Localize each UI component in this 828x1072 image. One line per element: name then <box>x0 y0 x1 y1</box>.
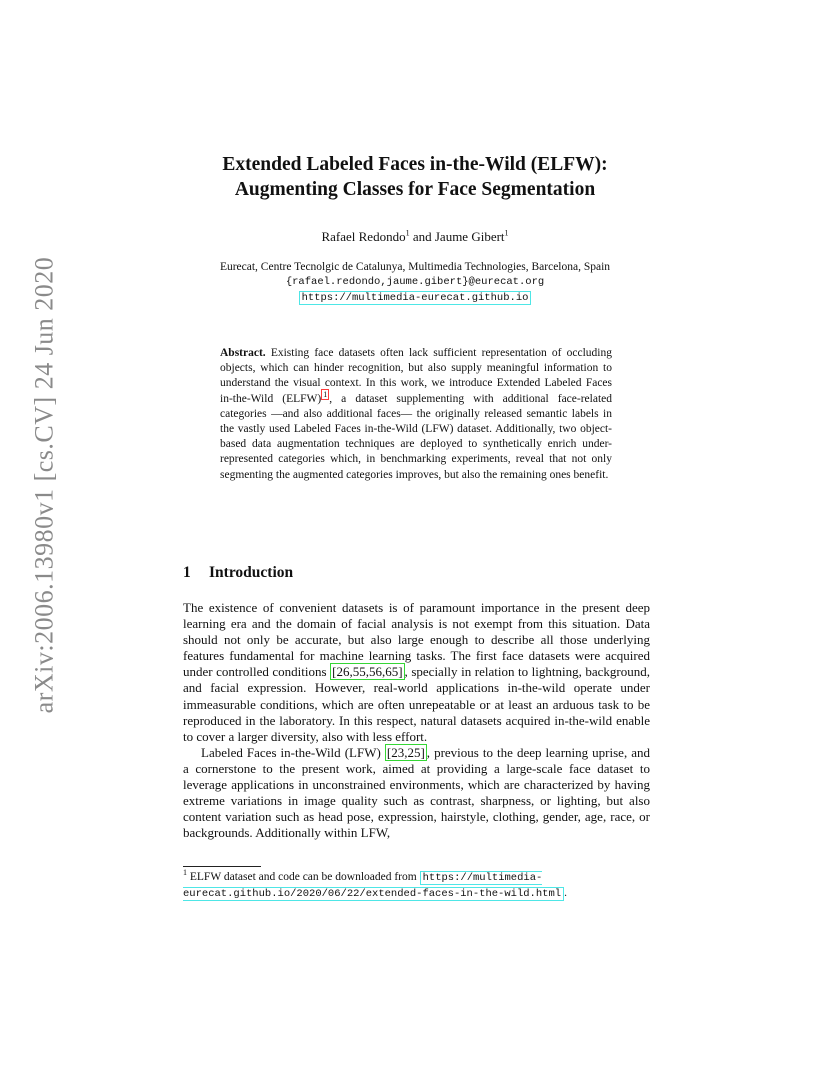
paragraph <box>183 745 650 842</box>
abstract <box>220 346 612 483</box>
abstract-text: Existing face datasets often lack sufficient representation of occluding objects, which can hinder recognition, but also supply meaningful information to understand the visual context. In this work, we introduce Extended Labeled Faces in-the-Wild (ELFW) <box>220 347 612 405</box>
title-line-1: Extended Labeled Faces in-the-Wild (ELFW): <box>222 154 608 175</box>
arxiv-identifier-stamp <box>24 256 64 714</box>
homepage-link[interactable]: https://multimedia-eurecat.github.io <box>299 291 532 305</box>
paragraph-text: The existence of convenient datasets is of paramount importance in the present deep learning era and the domain of facial analysis is not exempt from this situation. Data should not only be accurate, but also large enough to describe all those underlying features fundamental for machine learning tasks. The first face datasets were acquired under controlled conditions <box>183 600 650 680</box>
section-title: Introduction <box>209 564 294 581</box>
abstract-text: , a dataset supplementing with additional face-related categories —and also additional faces— the originally released semantic labels in the vastly used Labeled Faces in-the-Wild (LFW) dataset. Additionally, two object-based data augmentation techniques are deployed to synthetically enrich under-represented categories which, in benchmarking experiments, reveal that not only segmenting the augmented categories improves, but also the remaining ones benefit. <box>220 392 612 481</box>
section-heading <box>183 564 293 582</box>
paragraph <box>183 600 650 745</box>
affiliation-block <box>150 260 680 306</box>
section-number: 1 <box>183 564 191 581</box>
author-conjunction: and <box>409 229 435 244</box>
footnote <box>183 870 650 902</box>
paragraph-text: Labeled Faces in-the-Wild (LFW) <box>201 744 385 760</box>
body-text <box>183 600 650 841</box>
footnote-text: ELFW dataset and code can be downloaded from <box>187 871 420 883</box>
paragraph-text: , previous to the deep learning uprise, and a cornerstone to the present work, aimed at providing a large-scale face dataset to leverage applications in unconstrained environments, which are characterized by having extreme variations in image quality such as contrast, sharpness, or lighting, but also content variation such as head pose, expression, hairstyle, clothing, gender, age, race, or backgrounds. Additionally within LFW, <box>183 744 651 841</box>
affiliation-mark: 1 <box>405 228 410 238</box>
institution: Eurecat, Centre Tecnolgic de Catalunya, Multimedia Technologies, Barcelona, Spain <box>219 261 611 273</box>
citation-link[interactable]: 26 <box>336 664 350 680</box>
citation-link[interactable]: 23 <box>391 744 405 760</box>
author-name: Rafael Redondo <box>321 229 406 244</box>
author-list <box>150 229 680 245</box>
footnote-end: . <box>564 887 567 899</box>
citation-link[interactable]: 56 <box>368 664 382 680</box>
dataset-download-link[interactable]: https://multimedia-eurecat.github.io/2020/06/22/extended-faces-in-the-wild.html <box>183 871 564 901</box>
title-line-2: Augmenting Classes for Face Segmentation <box>234 179 596 200</box>
paper-title <box>150 152 680 202</box>
citation-link[interactable]: 55 <box>352 664 366 680</box>
citation-group: [23,25] <box>386 744 425 760</box>
footnote-mark: 1 <box>183 868 187 878</box>
citation-link[interactable]: 65 <box>385 664 399 680</box>
author-emails: {rafael.redondo,jaume.gibert}@eurecat.org <box>285 276 545 288</box>
abstract-label: Abstract. <box>220 347 266 359</box>
footnote-ref-link[interactable]: 1 <box>323 389 328 399</box>
citation-group: [26,55,56,65] <box>332 664 403 680</box>
affiliation-mark: 1 <box>504 228 509 238</box>
footnote-rule <box>183 866 261 867</box>
arxiv-identifier-text: arXiv:2006.13980v1 [cs.CV] 24 Jun 2020 <box>29 256 59 714</box>
citation-link[interactable]: 25 <box>407 744 421 760</box>
author-name: Jaume Gibert <box>434 229 505 244</box>
paragraph-text: , specially in relation to lightning, background, and facial expression. However, real-world applications in-the-wild operate under immeasurable conditions, which are often unrepeatable or at least an arduous task to be reproduced in the laboratory. In this respect, natural datasets acquired in-the-wild enable to cover a larger diversity, also with less effort. <box>183 664 651 744</box>
